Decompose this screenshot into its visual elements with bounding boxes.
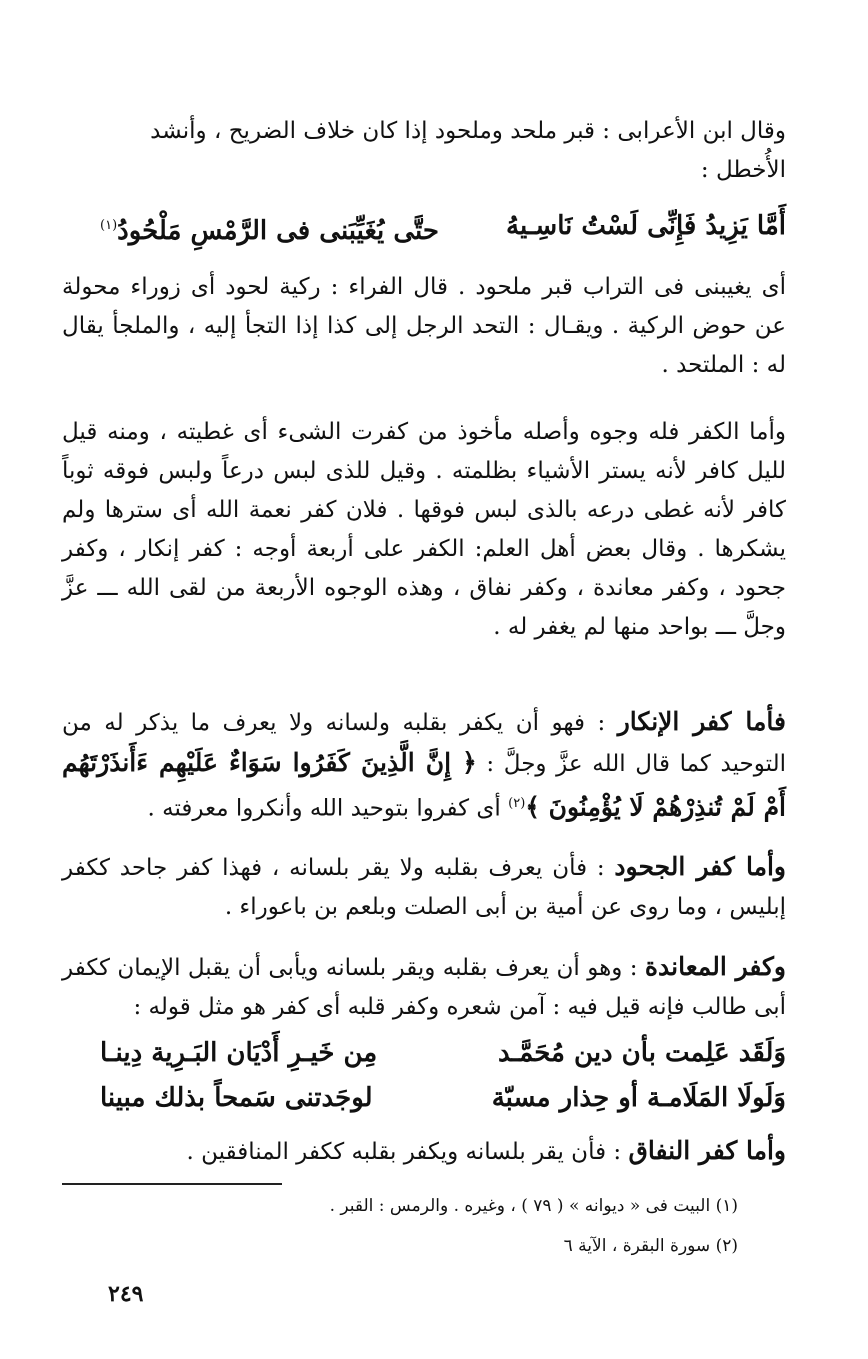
- section-heading: وأما كفر النفاق: [628, 1136, 786, 1165]
- verse-akhtal: [100, 206, 786, 251]
- paragraph-explanation: أى يغيبنى فى التراب قبر ملحود . قال الفراء : ركية لحود أى زوراء محولة عن حوض الركية . ويقـال : التحد الرجل إلى كذا إذا التجأ إليه ، والملجأ يقال له : الملتحد .: [62, 274, 786, 378]
- paragraph-kufr-nifaq: [62, 1131, 786, 1172]
- paragraph-line: وقال ابن الأعرابى : قبر ملحد وملحود إذا كان خلاف الضريح ، وأنشد: [150, 118, 786, 144]
- page-number: ٢٤٩: [108, 1281, 144, 1307]
- verse-left-hemistich: حتَّى يُغَيِّبَنى فى الرَّمْسِ مَلْحُودُ(١): [100, 206, 439, 251]
- paragraph-text: أى كفروا بتوحيد الله وأنكروا معرفته .: [147, 795, 509, 822]
- paragraph-kufr-juhud: [62, 847, 786, 927]
- verse-right-hemistich: أَمَّا يَزِيدُ فَإِنِّى لَسْتُ نَاسِـيهُ: [506, 211, 786, 241]
- quran-verse: ﴿ إِنَّ الَّذِينَ كَفَرُوا سَوَاءٌ عَلَيْهِم ءَأَنذَرْتَهُم أَمْ لَمْ تُنذِرْهُمْ لَا يُؤْمِنُونَ ﴾: [62, 748, 786, 822]
- paragraph-text: : فهو أن يكفر بقلبه ولسانه ولا يعرف ما يذكر له من التوحيد كما قال الله عزَّ وجلَّ :: [62, 710, 786, 777]
- verse-right-hemistich: وَلَولَا المَلَامـة أو حِذار مسبّة: [491, 1083, 786, 1113]
- section-heading: وكفر المعاندة: [644, 952, 786, 981]
- footnote-marker: (١): [100, 218, 118, 233]
- paragraph-ibn-arabi: [62, 112, 786, 190]
- footnote-2: (٢) سورة البقرة ، الآية ٦: [563, 1236, 738, 1256]
- paragraph-kufr-meanings: وأما الكفر فله وجوه وأصله مأخوذ من كفرت الشىء أى غطيته ، ومنه قيل لليل كافر لأنه يستر الأشياء بظلمته . وقيل للذى لبس درعاً ولبس فوقه ثوباً كافر لأنه غطى درعه بالذى لبس فوقها . فلان كفر نعمة الله أى سترها ولم يشكرها . وقال بعض أهل العلم: الكفر على أربعة أوجه : كفر إنكار ، وكفر جحود ، وكفر معاندة ، وكفر نفاق ، وهذه الوجوه الأربعة من لقى الله ـــ عزَّ وجلَّ ـــ بواحد منها لم يغفر له .: [62, 419, 786, 640]
- verse-abu-talib-1: [100, 1033, 786, 1073]
- paragraph-text: : وهو أن يعرف بقلبه ويقر بلسانه ويأبى أن يقبل الإيمان ككفر أبى طالب فإنه قيل فيه : آمن شعره وكفر قلبه أى كفر هو مثل قوله :: [62, 955, 786, 1020]
- paragraph-kufr-muanada: [62, 947, 786, 1027]
- footnote-separator: [62, 1183, 282, 1185]
- verse-right-hemistich: وَلَقَد عَلِمت بأن دين مُحَمَّـد: [497, 1038, 786, 1068]
- paragraph-kufr-inkar: [62, 702, 786, 829]
- paragraph-text: : فأن يعرف بقلبه ولا يقر بلسانه ، فهذا كفر جاحد ككفر إبليس ، وما روى عن أمية بن أبى الصلت وبلعم بن باعوراء .: [62, 855, 786, 920]
- verse-abu-talib-2: [100, 1078, 786, 1118]
- section-heading: فأما كفر الإنكار: [617, 707, 786, 736]
- footnote-1: (١) البيت فى « ديوانه » ( ٧٩ ) ، وغيره . والرمس : القبر .: [329, 1196, 738, 1216]
- section-heading: وأما كفر الجحود: [614, 852, 786, 881]
- verse-left-hemistich: مِن خَيـرِ أَدْيَان البَـرِية دِينـا: [100, 1038, 378, 1068]
- verse-left-hemistich: لوجَدتنى سَمحاً بذلك مبينا: [100, 1083, 373, 1113]
- footnote-marker: (٢): [508, 796, 526, 811]
- paragraph-text: : فأن يقر بلسانه ويكفر بقلبه ككفر المنافقين .: [186, 1139, 629, 1165]
- paragraph-line: الأُخطل :: [700, 157, 786, 183]
